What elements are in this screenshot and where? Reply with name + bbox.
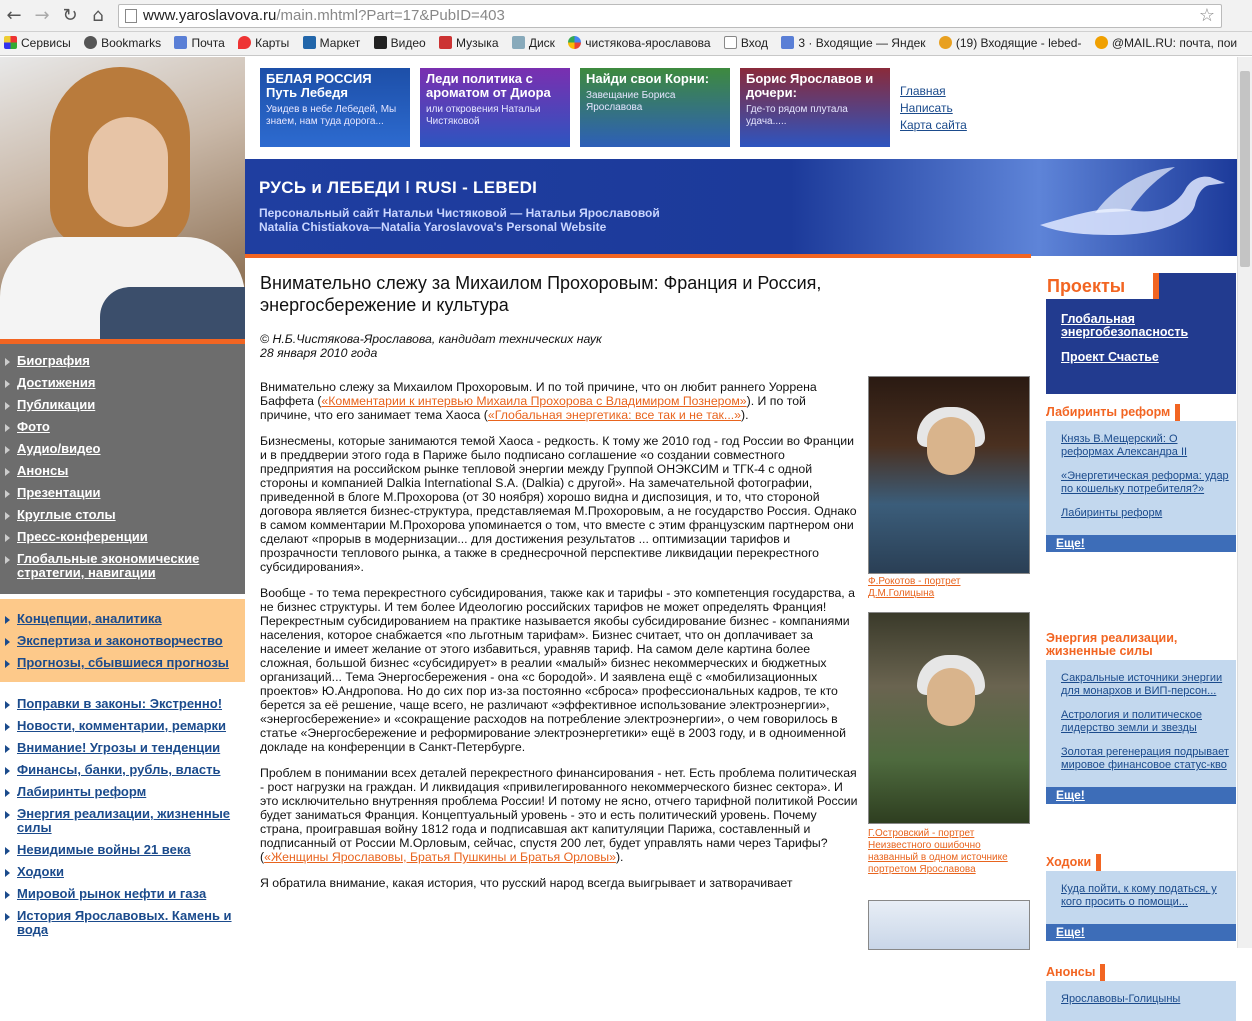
section-link[interactable]: Куда пойти, к кому податься, у кого просить о помощи... [1061,883,1217,908]
project-link[interactable]: Проект Счастье [1061,350,1159,364]
page-icon [125,9,137,23]
bookmark-item[interactable] [84,32,161,56]
reload-icon[interactable]: ↻ [62,5,78,26]
article-author: © Н.Б.Чистякова-Ярославова, кандидат технических наук [260,332,602,346]
bookmark-label: Видео [390,36,426,50]
page-scrollbar[interactable] [1237,57,1252,948]
section-labyrinths [1046,403,1236,552]
bookmark-label: Карты [255,36,290,50]
menu-item[interactable]: Невидимые войны 21 века [0,843,245,857]
article-paragraph: Вообще - то тема перекрестного субсидирования, также как и тарифы - это компетенция государства, а не бизнес структуры. И тем более Идеологию российских тарифов не может определять Франция! Перекрестным субсидированием на практике называется якобы субсидирование бизнес - компаниями населения, которое снабжается «по льготным тарифам». Бизнес считает, что он доплачивает за население и имеет желание от этого избавиться, уравняв тариф. На самом деле картина более сложная, большой бизнес «субсидирует» в реалии «малый» бизнес некоммерческих и бюджетных организаций... Тема Энергосбережения - она «с бородой». И заявлена ещё с «мобилизационных проектов» Ю.Андропова. Но до сих пор из-за постоянно «сброса» профессиональных кадров, те кто берется за её решение, чаще всего, не различают «эффективное использование электроэнергии», «энергосбережение» и «сокращение расходов на потребление электроэнергии», о чем говорилось в статье «Энергосбережение и реформирование электроэнергетики» ещё в 2003 году, и в одноименной докладе на конференции в Санкт-Петербурге. [260,586,855,754]
disk-icon [512,36,525,49]
map-pin-icon [238,36,251,49]
page-icon [724,36,737,49]
site-subtitle [259,206,660,234]
article-paragraph: Я обратила внимание, какая история, что русский народ всегда выигрывает и затворачивает [260,876,793,890]
projects-title: Проекты [1046,273,1153,299]
promo-naidi-korni[interactable] [580,68,730,147]
promo-subtitle: или откровения Натальи Чистяковой [426,104,541,127]
menu-item[interactable]: Публикации [0,398,245,412]
menu-item[interactable]: История Ярославовых. Камень и вода [0,909,245,937]
more-link[interactable]: Еще! [1046,535,1236,552]
section-link[interactable]: Князь В.Мещерский: О реформах Александра II [1061,433,1188,458]
article-byline [260,332,860,360]
scrollbar-thumb[interactable] [1240,71,1250,267]
menu-item[interactable]: Круглые столы [0,508,245,522]
bookmark-label: чистякова-ярославова [585,36,711,50]
at-icon [1095,36,1108,49]
banner-divider [245,254,1031,258]
more-link[interactable]: Еще! [1046,787,1236,804]
bookmark-item[interactable] [724,32,768,56]
portrait-face [88,117,168,227]
bookmark-item[interactable] [1095,32,1237,56]
promo-boris-yaroslavov[interactable] [740,68,890,147]
site-subtitle-ru: Персональный сайт Натальи Чистяковой — Натальи Ярославовой [259,206,660,220]
article-title: Внимательно слежу за Михаилом Прохоровым: Франция и Россия, энергосбережение и культура [260,273,822,315]
section-walkers [1046,853,1236,941]
mail-icon [939,36,952,49]
promo-title: Найди свои Корни: [586,71,710,86]
article-link[interactable]: «Женщины Ярославовы, Братья Пушкины и Братья Орловы» [264,850,616,864]
promo-title: Борис Ярославов и дочери: [746,71,874,100]
menu-item[interactable]: Экспертиза и законотворчество [0,634,245,648]
menu-item[interactable]: Внимание! Угрозы и тенденции [0,741,245,755]
bookmark-label: Диск [528,36,555,50]
promo-title: БЕЛАЯ РОССИЯ Путь Лебедя [266,71,372,100]
portrait-head [927,668,975,726]
bookmark-label: Почта [191,36,225,50]
site-banner [245,159,1237,256]
mail-icon [174,36,187,49]
promo-title: Леди политика с ароматом от Диора [426,71,551,100]
bookmark-label: Вход [740,36,769,50]
menu-item[interactable]: Концепции, аналитика [0,612,245,626]
left-menu-topics [0,695,245,955]
section-energy [1046,630,1236,804]
menu-item[interactable]: Биография [0,354,245,368]
video-icon [374,36,387,49]
bookmark-item[interactable] [4,32,71,56]
portrait-unknown-image[interactable] [868,612,1030,824]
menu-item[interactable]: Поправки в законы: Экстренно! [0,697,245,711]
menu-item[interactable]: Аудио/видео [0,442,245,456]
menu-item[interactable]: Глобальные экономические стратегии, навигации [0,552,245,580]
bookmark-label: Маркет [319,36,361,50]
text: ). [741,408,749,422]
section-title: Лабиринты реформ [1046,404,1174,421]
bookmark-item[interactable] [238,32,289,56]
text: Проблем в понимании всех деталей перекрестного финансирования - нет. Есть проблема политическая - рост нагрузки на граждан. И ликвидация «привилегированного некоммерческого бизнес сектора». И это исключительно внутренняя проблема России! И потому не ясно, отчего тарифной политикой России будет заниматься Франция. Концептуальный уровень - это и есть политический уровень. Почему страна, проигравшая войну 1812 года и подписавшая акт капитуляции Парижа, составленный и подписанный от России М.Орловым, сейчас, спустя 200 лет, будет управлять нами через Тарифы? ( [260,766,858,864]
section-announcements [1046,963,1236,1021]
promo-belaya-rossiya[interactable] [260,68,410,147]
swan-icon [1035,165,1235,245]
section-link[interactable]: Ярославовы-Голицыны [1061,993,1181,1005]
project-link[interactable]: Глобальная энергобезопасность [1061,312,1189,339]
article-link[interactable]: «Комментарии к интервью Михаила Прохорова с Владимиром Познером» [321,394,747,408]
bookmark-item[interactable] [568,32,710,56]
section-body [1046,421,1236,535]
portrait-golitsyn-image[interactable] [868,376,1030,574]
section-body [1046,660,1236,787]
menu-item[interactable]: Фото [0,420,245,434]
article-date: 28 января 2010 года [260,346,378,360]
menu-item[interactable]: Анонсы [0,464,245,478]
forward-icon[interactable]: → [34,5,50,26]
mail-icon [781,36,794,49]
cart-icon [303,36,316,49]
browser-toolbar [0,0,1252,32]
menu-item[interactable]: Финансы, банки, рубль, власть [0,763,245,777]
menu-item[interactable]: Ходоки [0,865,245,879]
thumbnail-image[interactable] [868,900,1030,950]
link-home[interactable]: Главная [900,84,946,98]
menu-item[interactable]: Энергия реализации, жизненные силы [0,807,245,835]
section-link[interactable]: Астрология и политическое лидерство земли и звезды [1061,709,1202,734]
bookmark-label: Сервисы [21,36,71,50]
promo-ledi-politika[interactable] [420,68,570,147]
author-portrait [0,57,245,339]
web-page [0,57,1237,1005]
left-menu-analytics [0,599,245,682]
section-title: Ходоки [1046,854,1095,871]
section-link[interactable]: «Энергетическая реформа: удар по кошельку потребителя?» [1061,470,1229,495]
menu-item[interactable]: Пресс-конференции [0,530,245,544]
url-path: /main.mhtml?Part=17&PubID=403 [276,7,505,24]
site-title: РУСЬ и ЛЕБЕДИ ǀ RUSI - LEBEDI [259,178,538,197]
section-link[interactable]: Лабиринты реформ [1061,507,1163,519]
promo-subtitle: Завещание Бориса Ярославова [586,90,676,113]
promo-subtitle: Увидев в небе Лебедей, Мы знаем, нам туда дорога... [266,104,397,127]
text: Внимательно слежу за Михаилом Прохоровым. И по той причине, что он любит раннего Уоррена Баффета ( [260,380,817,408]
bookmark-label: @MAIL.RU: почта, пои [1111,36,1238,50]
section-title: Анонсы [1046,964,1099,981]
portrait-head [927,417,975,475]
left-menu-main [0,344,245,594]
bookmark-star-icon[interactable]: ☆ [1198,5,1215,26]
home-icon[interactable]: ⌂ [92,5,104,26]
link-write[interactable]: Написать [900,101,953,115]
music-icon [439,36,452,49]
article-paragraph [260,766,860,864]
more-link[interactable]: Еще! [1046,924,1236,941]
bookmarks-bar [0,32,1252,56]
menu-item[interactable]: Новости, комментарии, ремарки [0,719,245,733]
bookmark-item[interactable] [374,32,426,56]
link-sitemap[interactable]: Карта сайта [900,118,967,132]
bookmark-label: Музыка [456,36,499,50]
section-title: Энергия реализации, жизненные силы [1046,630,1236,660]
text: ). [615,850,624,864]
article-link[interactable]: «Глобальная энергетика: все так и не так...» [487,408,742,422]
section-link[interactable]: Золотая регенерация подрывает мировое финансовое статус-кво [1061,746,1229,771]
portrait-jeans [100,287,245,347]
image-caption[interactable]: Г.Островский - портрет Неизвестного ошибочно названный в одном источнике портретом Ярославова [868,828,1008,875]
bookmark-item[interactable] [781,32,925,56]
menu-item[interactable]: Достижения [0,376,245,390]
article-paragraph [260,380,860,422]
bookmark-item[interactable] [174,32,224,56]
back-icon[interactable]: ← [6,5,22,26]
image-caption[interactable]: Ф.Рокотов - портрет Д.М.Голицына [868,576,961,599]
promo-subtitle: Где-то рядом плутала удача..... [746,104,848,127]
menu-item[interactable]: Прогнозы, сбывшиеся прогнозы [0,656,245,670]
google-icon [568,36,581,49]
apps-icon [4,36,17,49]
bookmark-item[interactable] [512,32,555,56]
menu-item[interactable]: Мировой рынок нефти и газа [0,887,245,901]
bookmark-label: 3 · Входящие — Яндек [798,36,926,50]
bookmark-item[interactable] [939,32,1082,56]
menu-item[interactable]: Презентации [0,486,245,500]
section-body [1046,871,1236,924]
article-paragraph: Бизнесмены, которые занимаются темой Хаоса - редкость. К тому же 2010 год - год России во Франции и в преддверии этого года в Париже было подписано соглашение «о создании совместного предприятия на российском рынке тепловой энергии между Группой ОНЭКСИМ и ТГК-4 с одной стороны и компанией Dalkia International S.A. (Dalkia) с другой». На замечательной фотографии, приведенной в блоге М.Прохорова (от 30 ноября) хорошо видна и диспозиция, и то, что стороной договора является бизнес-структура, представляемая М.Прохоровым, а не государство Россия. Однако в самом комментарии М.Прохорова упоминается о том, что вместе с этим французским партнером они сделают «прорыв в модернизации... для достижения результатов ... оптимизации тарифов и прозрачности теплового рынка, а также в среднесрочной перспективе ликвидации перекрестного субсидирования». [260,434,857,574]
section-body [1046,981,1236,1021]
article [260,272,860,902]
top-links [900,83,967,134]
bookmark-label: (19) Входящие - lebed- [955,36,1082,50]
bookmark-item[interactable] [439,32,498,56]
site-subtitle-en: Natalia Chistiakova—Natalia Yaroslavova's Personal Website [259,220,607,234]
star-icon [84,36,97,49]
menu-item[interactable]: Лабиринты реформ [0,785,245,799]
section-link[interactable]: Сакральные источники энергии для монархов и ВИП-персон... [1061,672,1223,697]
projects-box [1046,273,1236,394]
bookmark-item[interactable] [303,32,361,56]
bookmark-label: Bookmarks [101,36,162,50]
address-bar[interactable] [118,4,1222,28]
text: ). И по той причине, что его занимает тема Хаоса ( [260,394,806,422]
url-host: www.yaroslavova.ru [143,7,277,24]
